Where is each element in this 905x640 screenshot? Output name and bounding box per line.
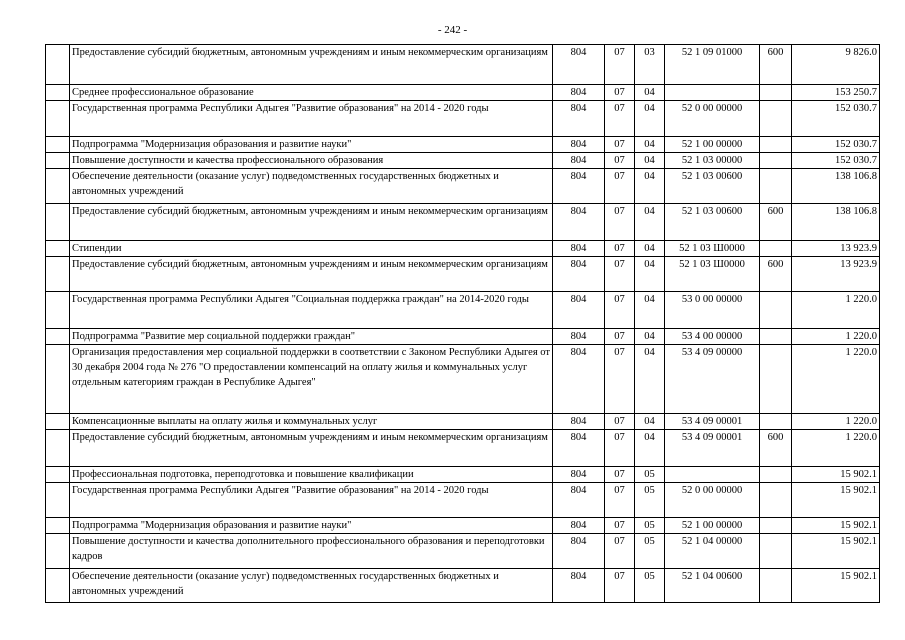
section-code-cell: 07: [605, 169, 635, 204]
expense-type-code-cell: 600: [760, 204, 792, 241]
target-article-code-cell: 52 1 03 00000: [665, 153, 760, 169]
table-row: [46, 169, 880, 204]
amount-cell: 15 902.1: [792, 467, 880, 483]
expense-type-code-cell: 600: [760, 430, 792, 467]
subsection-code-cell: 04: [635, 101, 665, 137]
amount-cell: 138 106.8: [792, 204, 880, 241]
ministry-code-cell: 804: [553, 414, 605, 430]
blank-cell: [46, 257, 70, 292]
blank-cell: [46, 467, 70, 483]
table-row: [46, 430, 880, 467]
subsection-code-cell: 04: [635, 204, 665, 241]
table-row: [46, 518, 880, 534]
blank-cell: [46, 204, 70, 241]
item-name-cell: Подпрограмма "Развитие мер социальной поддержки граждан": [70, 329, 553, 345]
section-code-cell: 07: [605, 518, 635, 534]
target-article-code-cell: 52 1 03 Ш0000: [665, 241, 760, 257]
item-name-cell: Предоставление субсидий бюджетным, автономным учреждениям и иным некоммерческим организациям: [70, 257, 553, 292]
target-article-code-cell: 52 1 03 Ш0000: [665, 257, 760, 292]
item-name-cell: Предоставление субсидий бюджетным, автономным учреждениям и иным некоммерческим организациям: [70, 204, 553, 241]
table-row: [46, 241, 880, 257]
expense-type-code-cell: 600: [760, 45, 792, 85]
blank-cell: [46, 45, 70, 85]
ministry-code-cell: 804: [553, 101, 605, 137]
blank-cell: [46, 483, 70, 518]
amount-cell: 152 030.7: [792, 137, 880, 153]
table-row: [46, 137, 880, 153]
target-article-code-cell: [665, 85, 760, 101]
subsection-code-cell: 05: [635, 534, 665, 569]
item-name-cell: Стипендии: [70, 241, 553, 257]
table-row: [46, 85, 880, 101]
budget-table: [45, 44, 880, 603]
page-number: - 242 -: [437, 24, 468, 36]
item-name-cell: Организация предоставления мер социальной поддержки в соответствии с Законом Республики Адыгея от 30 декабря 2004 года № 276 "О предоставлении компенсаций на оплату жилья и коммунальных услуг отдельным категориям граждан в Республике Адыгея": [70, 345, 553, 414]
blank-cell: [46, 345, 70, 414]
blank-cell: [46, 292, 70, 329]
amount-cell: 13 923.9: [792, 241, 880, 257]
section-code-cell: 07: [605, 85, 635, 101]
table-row: [46, 204, 880, 241]
target-article-code-cell: [665, 467, 760, 483]
blank-cell: [46, 430, 70, 467]
section-code-cell: 07: [605, 292, 635, 329]
ministry-code-cell: 804: [553, 257, 605, 292]
subsection-code-cell: 04: [635, 292, 665, 329]
table-row: [46, 569, 880, 603]
target-article-code-cell: 52 1 00 00000: [665, 518, 760, 534]
subsection-code-cell: 04: [635, 85, 665, 101]
target-article-code-cell: 53 4 09 00001: [665, 430, 760, 467]
section-code-cell: 07: [605, 257, 635, 292]
target-article-code-cell: 52 1 04 00600: [665, 569, 760, 603]
ministry-code-cell: 804: [553, 467, 605, 483]
amount-cell: 15 902.1: [792, 534, 880, 569]
table-row: [46, 534, 880, 569]
subsection-code-cell: 04: [635, 345, 665, 414]
ministry-code-cell: 804: [553, 329, 605, 345]
amount-cell: 1 220.0: [792, 329, 880, 345]
target-article-code-cell: 53 4 09 00001: [665, 414, 760, 430]
subsection-code-cell: 03: [635, 45, 665, 85]
amount-cell: 13 923.9: [792, 257, 880, 292]
expense-type-code-cell: [760, 101, 792, 137]
section-code-cell: 07: [605, 414, 635, 430]
target-article-code-cell: 53 4 09 00000: [665, 345, 760, 414]
subsection-code-cell: 04: [635, 257, 665, 292]
ministry-code-cell: 804: [553, 534, 605, 569]
amount-cell: 1 220.0: [792, 292, 880, 329]
table-row: [46, 345, 880, 414]
item-name-cell: Компенсационные выплаты на оплату жилья и коммунальных услуг: [70, 414, 553, 430]
expense-type-code-cell: [760, 153, 792, 169]
item-name-cell: Профессиональная подготовка, переподготовка и повышение квалификации: [70, 467, 553, 483]
subsection-code-cell: 04: [635, 241, 665, 257]
item-name-cell: Государственная программа Республики Адыгея "Развитие образования" на 2014 - 2020 годы: [70, 483, 553, 518]
section-code-cell: 07: [605, 329, 635, 345]
amount-cell: 15 902.1: [792, 518, 880, 534]
ministry-code-cell: 804: [553, 569, 605, 603]
table-row: [46, 45, 880, 85]
expense-type-code-cell: [760, 329, 792, 345]
ministry-code-cell: 804: [553, 518, 605, 534]
ministry-code-cell: 804: [553, 483, 605, 518]
subsection-code-cell: 04: [635, 153, 665, 169]
ministry-code-cell: 804: [553, 430, 605, 467]
blank-cell: [46, 518, 70, 534]
section-code-cell: 07: [605, 467, 635, 483]
ministry-code-cell: 804: [553, 45, 605, 85]
item-name-cell: Подпрограмма "Модернизация образования и развитие науки": [70, 518, 553, 534]
table-row: [46, 153, 880, 169]
amount-cell: 152 030.7: [792, 101, 880, 137]
expense-type-code-cell: [760, 569, 792, 603]
budget-table-body: [46, 45, 880, 603]
ministry-code-cell: 804: [553, 169, 605, 204]
expense-type-code-cell: [760, 169, 792, 204]
section-code-cell: 07: [605, 204, 635, 241]
blank-cell: [46, 569, 70, 603]
blank-cell: [46, 153, 70, 169]
item-name-cell: Повышение доступности и качества дополнительного профессионального образования и переподготовки кадров: [70, 534, 553, 569]
ministry-code-cell: 804: [553, 137, 605, 153]
target-article-code-cell: 52 1 00 00000: [665, 137, 760, 153]
section-code-cell: 07: [605, 483, 635, 518]
expense-type-code-cell: 600: [760, 257, 792, 292]
section-code-cell: 07: [605, 569, 635, 603]
ministry-code-cell: 804: [553, 85, 605, 101]
subsection-code-cell: 05: [635, 467, 665, 483]
ministry-code-cell: 804: [553, 153, 605, 169]
section-code-cell: 07: [605, 345, 635, 414]
ministry-code-cell: 804: [553, 241, 605, 257]
section-code-cell: 07: [605, 430, 635, 467]
section-code-cell: 07: [605, 137, 635, 153]
subsection-code-cell: 04: [635, 329, 665, 345]
expense-type-code-cell: [760, 467, 792, 483]
amount-cell: 138 106.8: [792, 169, 880, 204]
amount-cell: 1 220.0: [792, 345, 880, 414]
ministry-code-cell: 804: [553, 204, 605, 241]
expense-type-code-cell: [760, 292, 792, 329]
expense-type-code-cell: [760, 241, 792, 257]
subsection-code-cell: 05: [635, 569, 665, 603]
item-name-cell: Предоставление субсидий бюджетным, автономным учреждениям и иным некоммерческим организациям: [70, 45, 553, 85]
target-article-code-cell: 52 1 04 00000: [665, 534, 760, 569]
subsection-code-cell: 05: [635, 483, 665, 518]
target-article-code-cell: 52 1 03 00600: [665, 169, 760, 204]
table-row: [46, 257, 880, 292]
item-name-cell: Среднее профессиональное образование: [70, 85, 553, 101]
blank-cell: [46, 85, 70, 101]
section-code-cell: 07: [605, 241, 635, 257]
amount-cell: 9 826.0: [792, 45, 880, 85]
blank-cell: [46, 169, 70, 204]
item-name-cell: Государственная программа Республики Адыгея "Развитие образования" на 2014 - 2020 годы: [70, 101, 553, 137]
table-row: [46, 329, 880, 345]
item-name-cell: Предоставление субсидий бюджетным, автономным учреждениям и иным некоммерческим организациям: [70, 430, 553, 467]
expense-type-code-cell: [760, 85, 792, 101]
ministry-code-cell: 804: [553, 345, 605, 414]
blank-cell: [46, 534, 70, 569]
amount-cell: 153 250.7: [792, 85, 880, 101]
amount-cell: 1 220.0: [792, 430, 880, 467]
subsection-code-cell: 04: [635, 414, 665, 430]
target-article-code-cell: 52 0 00 00000: [665, 483, 760, 518]
subsection-code-cell: 04: [635, 430, 665, 467]
target-article-code-cell: 52 1 09 01000: [665, 45, 760, 85]
item-name-cell: Государственная программа Республики Адыгея "Социальная поддержка граждан" на 2014-2020 годы: [70, 292, 553, 329]
table-row: [46, 414, 880, 430]
subsection-code-cell: 04: [635, 169, 665, 204]
table-row: [46, 483, 880, 518]
item-name-cell: Повышение доступности и качества профессионального образования: [70, 153, 553, 169]
expense-type-code-cell: [760, 345, 792, 414]
blank-cell: [46, 241, 70, 257]
ministry-code-cell: 804: [553, 292, 605, 329]
amount-cell: 1 220.0: [792, 414, 880, 430]
item-name-cell: Обеспечение деятельности (оказание услуг) подведомственных государственных бюджетных и автономных учреждений: [70, 569, 553, 603]
amount-cell: 15 902.1: [792, 569, 880, 603]
section-code-cell: 07: [605, 534, 635, 569]
section-code-cell: 07: [605, 101, 635, 137]
subsection-code-cell: 05: [635, 518, 665, 534]
item-name-cell: Обеспечение деятельности (оказание услуг) подведомственных государственных бюджетных и автономных учреждений: [70, 169, 553, 204]
target-article-code-cell: 53 4 00 00000: [665, 329, 760, 345]
target-article-code-cell: 53 0 00 00000: [665, 292, 760, 329]
amount-cell: 15 902.1: [792, 483, 880, 518]
expense-type-code-cell: [760, 518, 792, 534]
blank-cell: [46, 329, 70, 345]
expense-type-code-cell: [760, 137, 792, 153]
table-row: [46, 467, 880, 483]
target-article-code-cell: 52 0 00 00000: [665, 101, 760, 137]
expense-type-code-cell: [760, 534, 792, 569]
amount-cell: 152 030.7: [792, 153, 880, 169]
table-row: [46, 101, 880, 137]
blank-cell: [46, 101, 70, 137]
table-row: [46, 292, 880, 329]
blank-cell: [46, 414, 70, 430]
subsection-code-cell: 04: [635, 137, 665, 153]
expense-type-code-cell: [760, 414, 792, 430]
expense-type-code-cell: [760, 483, 792, 518]
blank-cell: [46, 137, 70, 153]
section-code-cell: 07: [605, 45, 635, 85]
target-article-code-cell: 52 1 03 00600: [665, 204, 760, 241]
item-name-cell: Подпрограмма "Модернизация образования и развитие науки": [70, 137, 553, 153]
section-code-cell: 07: [605, 153, 635, 169]
